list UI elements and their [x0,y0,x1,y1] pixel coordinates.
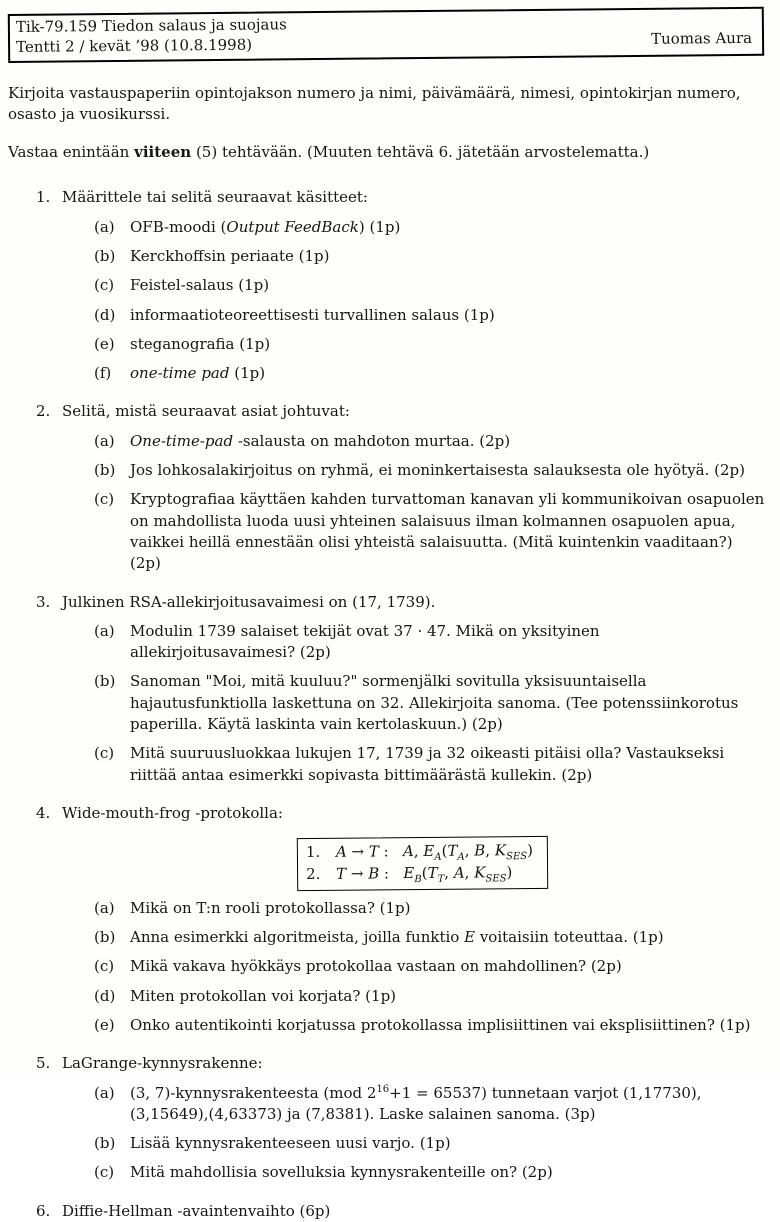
question-item [36,460,770,481]
question-number: 3. [36,592,51,611]
question-number: 4. [36,803,51,822]
protocol-step-number: 2. [306,864,321,883]
question-number: 5. [36,1054,51,1073]
item-label: (a) [94,1083,115,1102]
question-item [36,671,770,735]
item-text: OFB-moodi (Output FeedBack) (1p) [130,217,401,236]
question-item [36,1083,770,1126]
item-label: (d) [94,986,116,1005]
question-heading [36,803,770,824]
item-text: one-time pad (1p) [130,364,266,383]
question-title: Julkinen RSA-allekirjoitusavaimesi on (17, 1739). [62,592,436,611]
item-text: Kryptografiaa käyttäen kahden turvattoman kanavan yli kommunikoivan osapuolen on mahdollista luoda uusi yhteinen salaisuus ilman kolmannen osapuolen apua, vaikkei heillä ennestään olisi yhteistä salaisuutta. (Mitä kuintenkin vaaditaan?) (2p) [130,490,765,573]
item-label: (b) [94,672,116,691]
question-title: Wide-mouth-frog -protokolla: [62,803,283,822]
question-item [36,275,770,296]
item-label: (c) [94,744,115,763]
question-item [36,1015,770,1036]
item-text: Onko autentikointi korjatussa protokollassa implisiittinen vai eksplisiittinen? (1p) [130,1015,751,1034]
item-text: Mikä on T:n rooli protokollassa? (1p) [130,898,411,917]
item-text: steganografia (1p) [130,334,271,353]
item-label: (c) [94,276,115,295]
question-item [36,956,770,977]
question [36,187,770,384]
item-text: Modulin 1739 salaiset tekijät ovat 37 · 47. Mikä on yksityinen allekirjoitusavaimesi? (2p) [130,621,600,662]
exam-title: Tentti 2 / kevät ’98 (10.8.1998) [15,35,253,57]
question [36,1053,770,1183]
question-item [36,898,770,919]
question-item [36,489,770,574]
item-label: (f) [94,364,112,383]
question-item [36,217,770,238]
item-text: Anna esimerkki algoritmeista, joilla funktio E voitaisiin toteuttaa. (1p) [130,928,664,947]
item-label: (a) [94,898,115,917]
item-text: Kerckhoffsin periaate (1p) [130,246,330,265]
item-label: (c) [94,1163,115,1182]
item-label: (b) [94,1134,116,1153]
item-text: Lisää kynnysrakenteeseen uusi varjo. (1p) [130,1134,451,1153]
question-item [36,431,770,452]
intro-paragraph-2: Vastaa enintään viiteen (5) tehtävään. (Muuten tehtävä 6. jätetään arvostelematta.) [8,143,650,162]
question [36,1201,770,1222]
item-text: Miten protokollan voi korjata? (1p) [130,986,397,1005]
item-text: informaatioteoreettisesti turvallinen salaus (1p) [130,305,495,324]
item-text: (3, 7)-kynnysrakenteesta (mod $2^{16}+1 = 65537$) tunnetaan varjot (1,17730),(3,15649),(4,63373) ja (7,8381). Laske salainen sanoma. (3p) [130,1083,702,1123]
question-title: Diffie-Hellman -avaintenvaihto (6p) [62,1201,331,1220]
question-item [36,363,770,384]
question-item [36,927,770,948]
item-text: One-time-pad -salausta on mahdoton murtaa. (2p) [130,431,511,450]
item-label: (e) [94,1015,115,1034]
item-text: Feistel-salaus (1p) [130,276,270,295]
intro-paragraph-1: Kirjoita vastauspaperiin opintojakson numero ja nimi, päivämäärä, nimesi, opintokirjan numero, osasto ja vuosikurssi. [8,83,741,123]
question-title: Määrittele tai selitä seuraavat käsitteet: [62,188,368,207]
question [36,401,770,574]
question-list [36,187,770,1222]
question-heading [36,1201,770,1222]
item-text: Mitä mahdollisia sovelluksia kynnysrakenteille on? (2p) [130,1163,553,1182]
item-text: Sanoman "Moi, mitä kuuluu?" sormenjälki sovitulla yksisuuntaisella hajautusfunktiolla laskettuna on 32. Allekirjoita sanoma. (Tee potenssiinkorotus paperilla. Käytä laskinta vain kertolaskuun.) (2p) [130,672,739,734]
item-label: (b) [94,246,116,265]
item-label: (e) [94,334,115,353]
question-heading [36,1053,770,1074]
item-label: (a) [94,621,115,640]
protocol-message: A → T : A, $E_A(T_A$, B, $K_{SES}$) [336,841,534,864]
question-item [36,743,770,786]
protocol-row [306,840,533,864]
question-heading [36,401,770,422]
item-label: (c) [94,490,115,509]
question-item [36,246,770,267]
protocol-message: T → B : $E_B(T_T$, A, $K_{SES}$) [336,863,513,886]
question [36,592,770,786]
question-item [36,334,770,355]
item-text: Mitä suuruusluokkaa lukujen 17, 1739 ja 32 oikeasti pitäisi olla? Vastaukseksi riittää antaa esimerkki sopivasta bittimäärästä kullekin. (2p) [130,744,725,784]
item-label: (b) [94,928,116,947]
question-item [36,305,770,326]
question [36,803,770,1036]
protocol-wrap [76,837,770,890]
item-label: (a) [94,217,115,236]
question-item [36,1162,770,1183]
item-text: Jos lohkosalakirjoitus on ryhmä, ei moninkertaisesta salauksesta ole hyötyä. (2p) [130,461,745,480]
item-label: (d) [94,305,116,324]
question-number: 6. [36,1201,51,1220]
course-title: Tik-79.159 Tiedon salaus ja suojaus [15,15,287,36]
question-title: Selitä, mistä seuraavat asiat johtuvat: [62,402,350,421]
protocol-step-number: 1. [306,843,321,862]
question-title: LaGrange-kynnysrakenne: [62,1054,263,1073]
intro-section [8,83,770,164]
protocol-box [297,836,548,891]
question-heading [36,187,770,208]
author-name: Tuomas Aura [651,29,753,49]
question-number: 1. [36,188,51,207]
header-left [16,14,287,57]
item-label: (c) [94,957,115,976]
item-label: (b) [94,461,116,480]
question-heading [36,592,770,613]
question-item [36,986,770,1007]
header-box [8,7,764,63]
item-label: (a) [94,431,115,450]
item-text: Mikä vakava hyökkäys protokollaa vastaan on mahdollinen? (2p) [130,957,622,976]
question-item [36,621,770,664]
protocol-row [306,862,533,886]
question-item [36,1133,770,1154]
question-number: 2. [36,402,51,421]
